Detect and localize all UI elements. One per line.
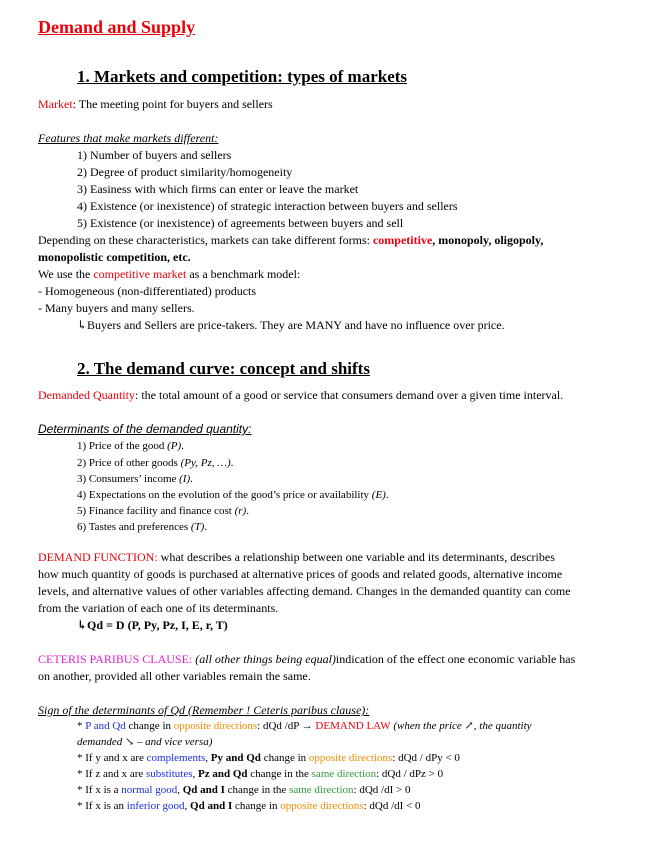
rule-sep: , xyxy=(205,752,211,764)
law-mid: change in xyxy=(125,720,174,732)
rule-vars: Qd and I xyxy=(190,800,233,812)
rule-sep: , xyxy=(177,784,183,796)
rule-sep: , xyxy=(184,800,191,812)
law-pqd: P and Qd xyxy=(85,720,126,732)
market-forms-line-1 xyxy=(38,232,543,248)
rule-sep: , xyxy=(192,768,198,780)
complements-rule xyxy=(77,750,460,766)
det-text: 6) Tastes and preferences xyxy=(77,521,191,533)
bullet-homogeneous: - Homogeneous (non-differentiated) products xyxy=(38,284,257,298)
section-1-heading: 1. Markets and competition: types of markets xyxy=(77,67,408,86)
bullet-price-takers: ↳Buyers and Sellers are price-takers. They are MANY and have no influence over price. xyxy=(77,318,505,332)
demand-formula: ↳Qd = D (P, Py, Pz, I, E, r, T) xyxy=(77,618,228,632)
df-text: what describes a relationship between one variable and its determinants, describes xyxy=(157,550,555,564)
det-end: . xyxy=(204,521,208,533)
rule-direction: same direction xyxy=(311,768,377,780)
cp-italic: (all other things being equal) xyxy=(192,652,336,666)
det-end: . xyxy=(385,489,389,501)
det-var: (E) xyxy=(371,489,386,501)
determinant-item xyxy=(77,438,184,454)
det-end: . xyxy=(190,473,193,485)
forms-rest: , monopoly, oligopoly, xyxy=(432,233,544,247)
forms-pre: Depending on these characteristics, markets can take different forms: xyxy=(38,233,373,247)
feature-item: 2) Degree of product similarity/homogeneity xyxy=(77,165,293,179)
bullet-many: - Many buyers and many sellers. xyxy=(38,301,195,315)
det-text: 4) Expectations on the evolution of the good’s price or availability xyxy=(77,489,372,501)
feature-item: 4) Existence (or inexistence) of strategic interaction between buyers and sellers xyxy=(77,199,458,213)
sign-heading: Sign of the determinants of Qd (Remember ! Ceteris paribus clause): xyxy=(38,703,370,717)
rule-formula: : dQd / dPy < 0 xyxy=(392,752,460,764)
dq-def: : the total amount of a good or service that consumers demand over a given time interval. xyxy=(134,388,564,402)
rule-direction: opposite directions xyxy=(280,800,364,812)
rule-pre: * If x is an xyxy=(77,800,127,812)
section-2-heading: 2. The demand curve: concept and shifts xyxy=(77,359,370,378)
rule-term: normal good xyxy=(121,784,178,796)
rule-pre: * If z and x are xyxy=(77,768,147,780)
feature-item: 1) Number of buyers and sellers xyxy=(77,148,232,162)
bench-pre: We use the xyxy=(38,267,94,281)
benchmark-line xyxy=(38,266,300,282)
market-term: Market xyxy=(38,97,73,111)
rule-formula: : dQd /dI > 0 xyxy=(353,784,411,796)
cp-rest: indication of the effect one economic variable has xyxy=(335,652,576,666)
substitutes-rule xyxy=(77,766,443,782)
determinant-item xyxy=(77,519,207,535)
det-var: (T) xyxy=(190,521,205,533)
rule-term: substitutes xyxy=(146,768,193,780)
rule-term: inferior good xyxy=(126,800,185,812)
bench-post: as a benchmark model: xyxy=(186,267,301,281)
rule-direction: opposite directions xyxy=(308,752,393,764)
law-formula: : dQd /dP → xyxy=(257,720,316,732)
determinant-item xyxy=(77,487,389,503)
law-direction: opposite directions xyxy=(173,720,258,732)
demand-function-line-1 xyxy=(38,549,555,565)
rule-formula: : dQd / dPz > 0 xyxy=(376,768,444,780)
det-text: 2) Price of other goods xyxy=(77,457,181,469)
det-text: 3) Consumers’ income xyxy=(77,473,180,485)
normal-good-rule xyxy=(77,782,410,798)
determinant-item xyxy=(77,471,193,487)
det-text: 1) Price of the good xyxy=(77,440,168,452)
rule-mid: change in the xyxy=(224,784,290,796)
determinant-item xyxy=(77,503,249,519)
rule-pre: * If x is a xyxy=(77,784,122,796)
rule-vars: Py and Qd xyxy=(210,752,261,764)
demand-function-line-4: from the variation of each one of its determinants. xyxy=(38,601,279,615)
ceteris-paribus-line-1 xyxy=(38,651,575,667)
demand-law-line-2: demanded ↘ – and vice versa) xyxy=(77,736,213,748)
demand-law-line-1 xyxy=(77,718,532,734)
det-end: . xyxy=(230,457,234,469)
ceteris-paribus-line-2: on another, provided all other variables remain the same. xyxy=(38,669,311,683)
star: * xyxy=(77,720,86,732)
determinant-item xyxy=(77,455,233,471)
inferior-good-rule xyxy=(77,798,421,814)
det-var: (I) xyxy=(179,473,191,485)
rule-formula: : dQd /dI < 0 xyxy=(363,800,421,812)
document-title: Demand and Supply xyxy=(38,17,196,37)
det-var: (r) xyxy=(234,505,247,517)
rule-pre: * If y and x are xyxy=(77,752,147,764)
det-end: . xyxy=(181,440,184,452)
rule-vars: Pz and Qd xyxy=(197,768,248,780)
det-var: (P) xyxy=(167,440,182,452)
rule-term: complements xyxy=(146,752,206,764)
market-forms-line-2: monopolistic competition, etc. xyxy=(38,250,191,264)
rule-mid: change in xyxy=(232,800,281,812)
determinants-heading: Determinants of the demanded quantity: xyxy=(38,422,252,436)
df-term: DEMAND FUNCTION: xyxy=(38,550,158,564)
demand-law-term: DEMAND LAW xyxy=(315,720,391,732)
features-heading: Features that make markets different: xyxy=(38,131,219,145)
det-text: 5) Finance facility and finance cost xyxy=(77,505,235,517)
dq-term: Demanded Quantity xyxy=(38,388,135,402)
feature-item: 5) Existence (or inexistence) of agreements between buyers and sell xyxy=(77,216,404,230)
bench-term: competitive market xyxy=(93,267,187,281)
cp-term: CETERIS PARIBUS CLAUSE: xyxy=(38,652,193,666)
market-def-text: : The meeting point for buyers and sellers xyxy=(72,97,273,111)
rule-mid: change in the xyxy=(247,768,312,780)
demand-function-line-2: how much quantity of goods is purchased at alternative prices of goods and related goods, alternative income xyxy=(38,567,563,581)
forms-competitive: competitive xyxy=(372,233,433,247)
demand-function-line-3: levels, and alternative values of other variables affecting demand. Changes in the demanded quantity can come xyxy=(38,584,571,598)
rule-vars: Qd and I xyxy=(182,784,225,796)
det-end: . xyxy=(246,505,249,517)
det-var: (Py, Pz, …) xyxy=(180,457,231,469)
market-definition xyxy=(38,96,273,112)
demanded-quantity-definition xyxy=(38,387,563,403)
law-note: (when the price ↗, the quantity xyxy=(390,720,532,732)
rule-mid: change in xyxy=(260,752,309,764)
rule-direction: same direction xyxy=(289,784,354,796)
feature-item: 3) Easiness with which firms can enter or leave the market xyxy=(77,182,359,196)
